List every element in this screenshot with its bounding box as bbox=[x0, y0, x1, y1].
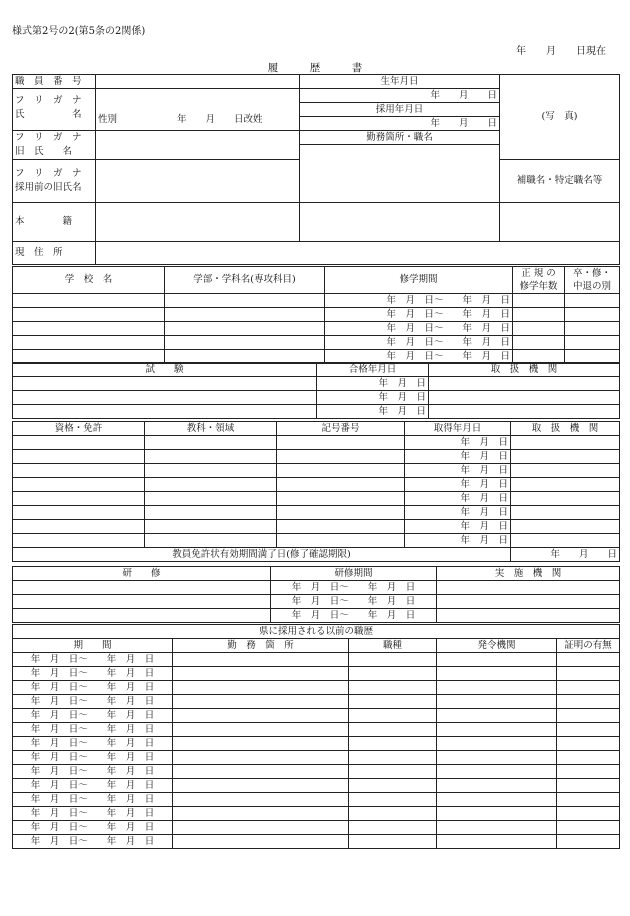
domicile-label: 本 籍 bbox=[13, 203, 96, 242]
record-no-cell[interactable] bbox=[277, 478, 405, 492]
job-type-cell[interactable] bbox=[349, 737, 437, 751]
table-row bbox=[13, 765, 620, 779]
acquired-cell[interactable]: 年 月 日 bbox=[405, 506, 511, 520]
table-row bbox=[13, 609, 620, 623]
career-period-cell[interactable]: 年 月 日〜 年 月 日 bbox=[13, 723, 173, 737]
table-row bbox=[13, 377, 620, 391]
record-no-cell[interactable] bbox=[277, 492, 405, 506]
table-row bbox=[13, 821, 620, 835]
years-header-2: 修学年数 bbox=[519, 281, 558, 292]
subject-cell[interactable] bbox=[145, 506, 277, 520]
career-period-header: 期 間 bbox=[13, 639, 173, 653]
exam-header: 試 験 bbox=[13, 363, 317, 377]
exam-cell[interactable] bbox=[13, 391, 317, 405]
workplace-cell[interactable] bbox=[173, 835, 349, 849]
license-cell[interactable] bbox=[13, 464, 145, 478]
career-period-cell[interactable]: 年 月 日〜 年 月 日 bbox=[13, 821, 173, 835]
hire-date-field[interactable]: 年 月 日 bbox=[300, 117, 500, 131]
status-header-2: 中退の別 bbox=[572, 281, 611, 292]
period-cell[interactable]: 年 月 日〜 年 月 日 bbox=[325, 322, 513, 336]
table-row bbox=[13, 667, 620, 681]
personal-info-table bbox=[12, 74, 620, 265]
school-cell[interactable] bbox=[13, 294, 165, 308]
training-period-cell[interactable]: 年 月 日〜 年 月 日 bbox=[271, 609, 437, 623]
pass-date-cell[interactable]: 年 月 日 bbox=[317, 391, 429, 405]
exam-cell[interactable] bbox=[13, 405, 317, 419]
acquired-cell[interactable]: 年 月 日 bbox=[405, 450, 511, 464]
table-row bbox=[13, 464, 620, 478]
proof-cell[interactable] bbox=[557, 681, 620, 695]
school-cell[interactable] bbox=[13, 322, 165, 336]
address-field[interactable] bbox=[96, 242, 620, 265]
status-cell[interactable] bbox=[565, 336, 620, 350]
issuer-cell[interactable] bbox=[437, 681, 557, 695]
dept-field[interactable] bbox=[300, 145, 500, 203]
pre-hire-name-field[interactable] bbox=[96, 160, 300, 203]
workplace-cell[interactable] bbox=[173, 765, 349, 779]
faculty-cell[interactable] bbox=[165, 308, 325, 322]
exam-table bbox=[12, 362, 620, 419]
record-no-cell[interactable] bbox=[277, 450, 405, 464]
proof-header: 証明の有無 bbox=[557, 639, 620, 653]
hire-date-label: 採用年月日 bbox=[300, 103, 500, 117]
photo-box[interactable] bbox=[500, 75, 620, 160]
record-no-cell[interactable] bbox=[277, 506, 405, 520]
years-cell[interactable] bbox=[513, 308, 565, 322]
name-label bbox=[13, 89, 96, 131]
table-row bbox=[13, 322, 620, 336]
workplace-cell[interactable] bbox=[173, 681, 349, 695]
record-no-header: 記号番号 bbox=[277, 422, 405, 436]
proof-cell[interactable] bbox=[557, 765, 620, 779]
subject-cell[interactable] bbox=[145, 478, 277, 492]
license-cell[interactable] bbox=[13, 534, 145, 548]
career-period-cell[interactable]: 年 月 日〜 年 月 日 bbox=[13, 751, 173, 765]
record-no-cell[interactable] bbox=[277, 520, 405, 534]
career-period-cell[interactable]: 年 月 日〜 年 月 日 bbox=[13, 807, 173, 821]
training-cell[interactable] bbox=[13, 595, 271, 609]
issuer-cell[interactable] bbox=[437, 807, 557, 821]
issuer-header: 発令機関 bbox=[437, 639, 557, 653]
years-cell[interactable] bbox=[513, 322, 565, 336]
job-type-cell[interactable] bbox=[349, 807, 437, 821]
exam-cell[interactable] bbox=[13, 377, 317, 391]
acquired-cell[interactable]: 年 月 日 bbox=[405, 492, 511, 506]
table-row bbox=[13, 534, 620, 548]
career-period-cell[interactable]: 年 月 日〜 年 月 日 bbox=[13, 695, 173, 709]
table-row bbox=[13, 520, 620, 534]
address-label: 現 住 所 bbox=[13, 242, 96, 265]
table-row bbox=[13, 779, 620, 793]
proof-cell[interactable] bbox=[557, 723, 620, 737]
extra-post-label: 補職名・特定職名等 bbox=[500, 160, 620, 203]
training-agency-cell[interactable] bbox=[437, 581, 620, 595]
table-row bbox=[13, 506, 620, 520]
extra-post-field[interactable] bbox=[300, 203, 500, 242]
training-period-header: 研修期間 bbox=[271, 567, 437, 581]
years-header bbox=[513, 267, 565, 294]
job-type-cell[interactable] bbox=[349, 681, 437, 695]
name-label-text: 氏 名 bbox=[15, 109, 82, 120]
furigana-label-3: フ リ ガ ナ bbox=[15, 168, 82, 179]
table-row bbox=[13, 737, 620, 751]
name-change-date: 年 月 日改姓 bbox=[177, 114, 263, 125]
photo-label: (写 真) bbox=[541, 111, 578, 122]
pass-date-cell[interactable]: 年 月 日 bbox=[317, 377, 429, 391]
dob-label: 生年月日 bbox=[300, 75, 500, 89]
table-row bbox=[13, 723, 620, 737]
license-agency-cell[interactable] bbox=[511, 506, 620, 520]
license-header: 資格・免許 bbox=[13, 422, 145, 436]
training-cell[interactable] bbox=[13, 581, 271, 595]
staff-no-label: 職 員 番 号 bbox=[13, 75, 96, 89]
page-title: 履 歴 書 bbox=[267, 62, 363, 74]
license-agency-cell[interactable] bbox=[511, 534, 620, 548]
job-type-cell[interactable] bbox=[349, 709, 437, 723]
dept-label: 勤務箇所・職名 bbox=[300, 131, 500, 145]
license-cell[interactable] bbox=[13, 520, 145, 534]
license-agency-cell[interactable] bbox=[511, 478, 620, 492]
issuer-cell[interactable] bbox=[437, 695, 557, 709]
job-type-cell[interactable] bbox=[349, 779, 437, 793]
table-row bbox=[13, 436, 620, 450]
subject-cell[interactable] bbox=[145, 436, 277, 450]
proof-cell[interactable] bbox=[557, 737, 620, 751]
years-cell[interactable] bbox=[513, 336, 565, 350]
subject-cell[interactable] bbox=[145, 534, 277, 548]
faculty-cell[interactable] bbox=[165, 322, 325, 336]
career-section-title: 県に採用される以前の職歴 bbox=[13, 625, 620, 639]
training-period-cell[interactable]: 年 月 日〜 年 月 日 bbox=[271, 581, 437, 595]
period-cell[interactable]: 年 月 日〜 年 月 日 bbox=[325, 350, 513, 364]
proof-cell[interactable] bbox=[557, 807, 620, 821]
job-type-cell[interactable] bbox=[349, 653, 437, 667]
table-row bbox=[13, 751, 620, 765]
proof-cell[interactable] bbox=[557, 709, 620, 723]
period-cell[interactable]: 年 月 日〜 年 月 日 bbox=[325, 294, 513, 308]
domicile-field[interactable] bbox=[96, 203, 300, 242]
workplace-cell[interactable] bbox=[173, 821, 349, 835]
status-cell[interactable] bbox=[565, 322, 620, 336]
acquired-cell[interactable]: 年 月 日 bbox=[405, 534, 511, 548]
table-row bbox=[13, 681, 620, 695]
table-row bbox=[13, 695, 620, 709]
issuer-cell[interactable] bbox=[437, 751, 557, 765]
license-agency-header: 取 扱 機 関 bbox=[511, 422, 620, 436]
table-row bbox=[13, 709, 620, 723]
table-row bbox=[13, 405, 620, 419]
table-row bbox=[13, 308, 620, 322]
issuer-cell[interactable] bbox=[437, 793, 557, 807]
job-type-cell[interactable] bbox=[349, 835, 437, 849]
old-name-field[interactable] bbox=[96, 131, 300, 160]
license-agency-cell[interactable] bbox=[511, 464, 620, 478]
faculty-cell[interactable] bbox=[165, 336, 325, 350]
table-row bbox=[13, 581, 620, 595]
exam-agency-cell[interactable] bbox=[429, 391, 620, 405]
acquired-cell[interactable]: 年 月 日 bbox=[405, 436, 511, 450]
job-type-cell[interactable] bbox=[349, 765, 437, 779]
license-agency-cell[interactable] bbox=[511, 492, 620, 506]
workplace-cell[interactable] bbox=[173, 751, 349, 765]
subject-cell[interactable] bbox=[145, 520, 277, 534]
pre-hire-name-label bbox=[13, 160, 96, 203]
faculty-header: 学部・学科名(専攻科目) bbox=[165, 267, 325, 294]
record-no-cell[interactable] bbox=[277, 534, 405, 548]
exam-agency-cell[interactable] bbox=[429, 405, 620, 419]
faculty-cell[interactable] bbox=[165, 294, 325, 308]
staff-no-field[interactable] bbox=[96, 75, 300, 89]
record-no-cell[interactable] bbox=[277, 436, 405, 450]
furigana-label: フ リ ガ ナ bbox=[15, 95, 82, 106]
table-row bbox=[13, 450, 620, 464]
table-row bbox=[13, 807, 620, 821]
pre-hire-name-label-text: 採用前の旧氏名 bbox=[15, 182, 82, 193]
workplace-cell[interactable] bbox=[173, 779, 349, 793]
issuer-cell[interactable] bbox=[437, 653, 557, 667]
license-agency-cell[interactable] bbox=[511, 450, 620, 464]
career-period-cell[interactable]: 年 月 日〜 年 月 日 bbox=[13, 709, 173, 723]
career-table bbox=[12, 624, 620, 849]
workplace-cell[interactable] bbox=[173, 807, 349, 821]
workplace-cell[interactable] bbox=[173, 793, 349, 807]
acquired-cell[interactable]: 年 月 日 bbox=[405, 478, 511, 492]
table-row bbox=[13, 793, 620, 807]
career-period-cell[interactable]: 年 月 日〜 年 月 日 bbox=[13, 737, 173, 751]
subject-cell[interactable] bbox=[145, 450, 277, 464]
training-agency-cell[interactable] bbox=[437, 609, 620, 623]
proof-cell[interactable] bbox=[557, 653, 620, 667]
issuer-cell[interactable] bbox=[437, 779, 557, 793]
license-cell[interactable] bbox=[13, 436, 145, 450]
license-table bbox=[12, 421, 620, 562]
training-header: 研 修 bbox=[13, 567, 271, 581]
training-agency-header: 実 施 機 関 bbox=[437, 567, 620, 581]
career-period-cell[interactable]: 年 月 日〜 年 月 日 bbox=[13, 835, 173, 849]
career-period-cell[interactable]: 年 月 日〜 年 月 日 bbox=[13, 765, 173, 779]
career-period-cell[interactable]: 年 月 日〜 年 月 日 bbox=[13, 653, 173, 667]
table-row bbox=[13, 336, 620, 350]
table-row bbox=[13, 294, 620, 308]
career-period-cell[interactable]: 年 月 日〜 年 月 日 bbox=[13, 779, 173, 793]
status-cell[interactable] bbox=[565, 294, 620, 308]
gender-label: 性別 bbox=[98, 114, 118, 125]
years-cell[interactable] bbox=[513, 294, 565, 308]
workplace-header: 勤 務 箇 所 bbox=[173, 639, 349, 653]
training-table bbox=[12, 566, 620, 623]
proof-cell[interactable] bbox=[557, 793, 620, 807]
as-of-date: 年 月 日現在 bbox=[516, 46, 606, 57]
workplace-cell[interactable] bbox=[173, 667, 349, 681]
issuer-cell[interactable] bbox=[437, 667, 557, 681]
old-name-label-text: 旧 氏 名 bbox=[15, 146, 73, 157]
training-agency-cell[interactable] bbox=[437, 595, 620, 609]
exam-agency-header: 取 扱 機 関 bbox=[429, 363, 620, 377]
issuer-cell[interactable] bbox=[437, 723, 557, 737]
proof-cell[interactable] bbox=[557, 779, 620, 793]
license-cell[interactable] bbox=[13, 506, 145, 520]
table-row bbox=[13, 391, 620, 405]
job-type-cell[interactable] bbox=[349, 667, 437, 681]
table-row bbox=[13, 595, 620, 609]
table-row bbox=[13, 478, 620, 492]
subject-cell[interactable] bbox=[145, 464, 277, 478]
proof-cell[interactable] bbox=[557, 835, 620, 849]
school-header: 学 校 名 bbox=[13, 267, 165, 294]
school-cell[interactable] bbox=[13, 308, 165, 322]
period-cell[interactable]: 年 月 日〜 年 月 日 bbox=[325, 336, 513, 350]
training-period-cell[interactable]: 年 月 日〜 年 月 日 bbox=[271, 595, 437, 609]
proof-cell[interactable] bbox=[557, 695, 620, 709]
license-expiry-label: 教員免許状有効期間満了日(修了確認期限) bbox=[13, 548, 511, 562]
table-row bbox=[13, 653, 620, 667]
job-type-cell[interactable] bbox=[349, 793, 437, 807]
acquired-cell[interactable]: 年 月 日 bbox=[405, 520, 511, 534]
table-row bbox=[13, 835, 620, 849]
old-name-label bbox=[13, 131, 96, 160]
name-field[interactable] bbox=[96, 89, 300, 131]
proof-cell[interactable] bbox=[557, 667, 620, 681]
acquired-cell[interactable]: 年 月 日 bbox=[405, 464, 511, 478]
license-agency-cell[interactable] bbox=[511, 520, 620, 534]
workplace-cell[interactable] bbox=[173, 737, 349, 751]
furigana-label-2: フ リ ガ ナ bbox=[15, 132, 82, 143]
pass-date-header: 合格年月日 bbox=[317, 363, 429, 377]
issuer-cell[interactable] bbox=[437, 765, 557, 779]
job-type-cell[interactable] bbox=[349, 695, 437, 709]
license-cell[interactable] bbox=[13, 450, 145, 464]
status-header bbox=[565, 267, 620, 294]
workplace-cell[interactable] bbox=[173, 709, 349, 723]
license-cell[interactable] bbox=[13, 478, 145, 492]
workplace-cell[interactable] bbox=[173, 653, 349, 667]
years-header-1: 正 規 の bbox=[521, 268, 556, 279]
exam-agency-cell[interactable] bbox=[429, 377, 620, 391]
job-type-header: 職種 bbox=[349, 639, 437, 653]
subject-header: 教科・領域 bbox=[145, 422, 277, 436]
training-cell[interactable] bbox=[13, 609, 271, 623]
table-row bbox=[13, 492, 620, 506]
license-expiry-field[interactable]: 年 月 日 bbox=[511, 548, 620, 562]
career-period-cell[interactable]: 年 月 日〜 年 月 日 bbox=[13, 667, 173, 681]
career-period-cell[interactable]: 年 月 日〜 年 月 日 bbox=[13, 681, 173, 695]
issuer-cell[interactable] bbox=[437, 709, 557, 723]
job-type-cell[interactable] bbox=[349, 723, 437, 737]
workplace-cell[interactable] bbox=[173, 723, 349, 737]
license-agency-cell[interactable] bbox=[511, 436, 620, 450]
school-cell[interactable] bbox=[13, 336, 165, 350]
subject-cell[interactable] bbox=[145, 492, 277, 506]
pass-date-cell[interactable]: 年 月 日 bbox=[317, 405, 429, 419]
acquired-header: 取得年月日 bbox=[405, 422, 511, 436]
issuer-cell[interactable] bbox=[437, 821, 557, 835]
proof-cell[interactable] bbox=[557, 821, 620, 835]
form-number: 様式第2号の2(第5条の2関係) bbox=[12, 26, 146, 37]
record-no-cell[interactable] bbox=[277, 464, 405, 478]
career-period-cell[interactable]: 年 月 日〜 年 月 日 bbox=[13, 793, 173, 807]
issuer-cell[interactable] bbox=[437, 835, 557, 849]
dob-field[interactable]: 年 月 日 bbox=[300, 89, 500, 103]
job-type-cell[interactable] bbox=[349, 821, 437, 835]
status-cell[interactable] bbox=[565, 308, 620, 322]
issuer-cell[interactable] bbox=[437, 737, 557, 751]
proof-cell[interactable] bbox=[557, 751, 620, 765]
period-cell[interactable]: 年 月 日〜 年 月 日 bbox=[325, 308, 513, 322]
period-header: 修学期間 bbox=[325, 267, 513, 294]
license-cell[interactable] bbox=[13, 492, 145, 506]
workplace-cell[interactable] bbox=[173, 695, 349, 709]
job-type-cell[interactable] bbox=[349, 751, 437, 765]
education-table bbox=[12, 266, 620, 364]
status-header-1: 卒・修・ bbox=[572, 268, 611, 279]
